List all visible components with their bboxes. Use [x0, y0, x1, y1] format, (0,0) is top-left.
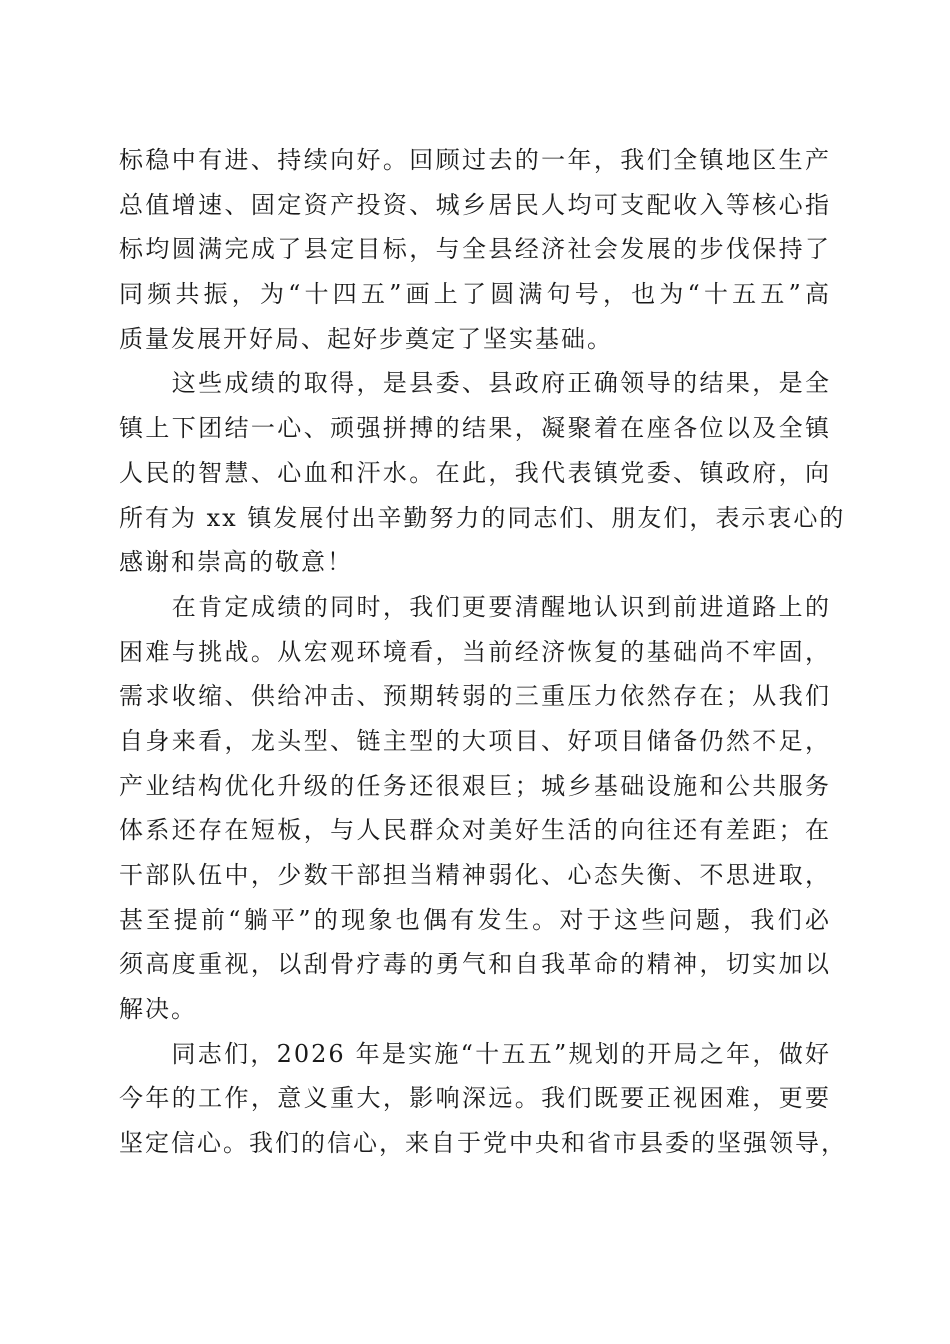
text-line: 甚至提前“躺平”的现象也偶有发生。对于这些问题，我们必: [119, 905, 831, 934]
text-line: 需求收缩、供给冲击、预期转弱的三重压力依然存在；从我们: [119, 682, 831, 711]
text-line: 体系还存在短板，与人民群众对美好生活的向往还有差距；在: [119, 816, 831, 845]
text-line: 同频共振，为“十四五”画上了圆满句号，也为“十五五”高: [119, 280, 831, 309]
text-line: 须高度重视，以刮骨疗毒的勇气和自我革命的精神，切实加以: [119, 950, 831, 979]
text-line: 所有为 xx 镇发展付出辛勤努力的同志们、朋友们，表示衷心的: [119, 503, 846, 532]
text-line: 产业结构优化升级的任务还很艰巨；城乡基础设施和公共服务: [119, 771, 831, 800]
text-line: 标均圆满完成了县定目标，与全县经济社会发展的步伐保持了: [119, 235, 831, 264]
text-line: 自身来看，龙头型、链主型的大项目、好项目储备仍然不足，: [119, 726, 831, 755]
text-line: 镇上下团结一心、顽强拼搏的结果，凝聚着在座各位以及全镇: [119, 414, 831, 443]
text-line: 困难与挑战。从宏观环境看，当前经济恢复的基础尚不牢固，: [119, 637, 831, 666]
text-line: 干部队伍中，少数干部担当精神弱化、心态失衡、不思进取，: [119, 861, 831, 889]
text-line: 这些成绩的取得，是县委、县政府正确领导的结果，是全: [119, 369, 831, 398]
text-line: 质量发展开好局、起好步奠定了坚实基础。: [119, 324, 613, 353]
text-line: 今年的工作，意义重大，影响深远。我们既要正视困难，更要: [119, 1084, 831, 1113]
text-line: 标稳中有进、持续向好。回顾过去的一年，我们全镇地区生产: [119, 146, 831, 174]
text-line: 同志们，2026 年是实施“十五五”规划的开局之年，做好: [119, 1039, 831, 1068]
body-text: [119, 138, 847, 1166]
text-line: 感谢和崇高的敬意！: [119, 548, 353, 577]
text-line: 总值增速、固定资产投资、城乡居民人均可支配收入等核心指: [119, 190, 831, 219]
text-line: 解决。: [119, 995, 197, 1024]
text-line: 坚定信心。我们的信心，来自于党中央和省市县委的坚强领导，: [119, 1129, 847, 1158]
text-line: 在肯定成绩的同时，我们更要清醒地认识到前进道路上的: [119, 592, 831, 621]
text-line: 人民的智慧、心血和汗水。在此，我代表镇党委、镇政府，向: [119, 458, 831, 487]
